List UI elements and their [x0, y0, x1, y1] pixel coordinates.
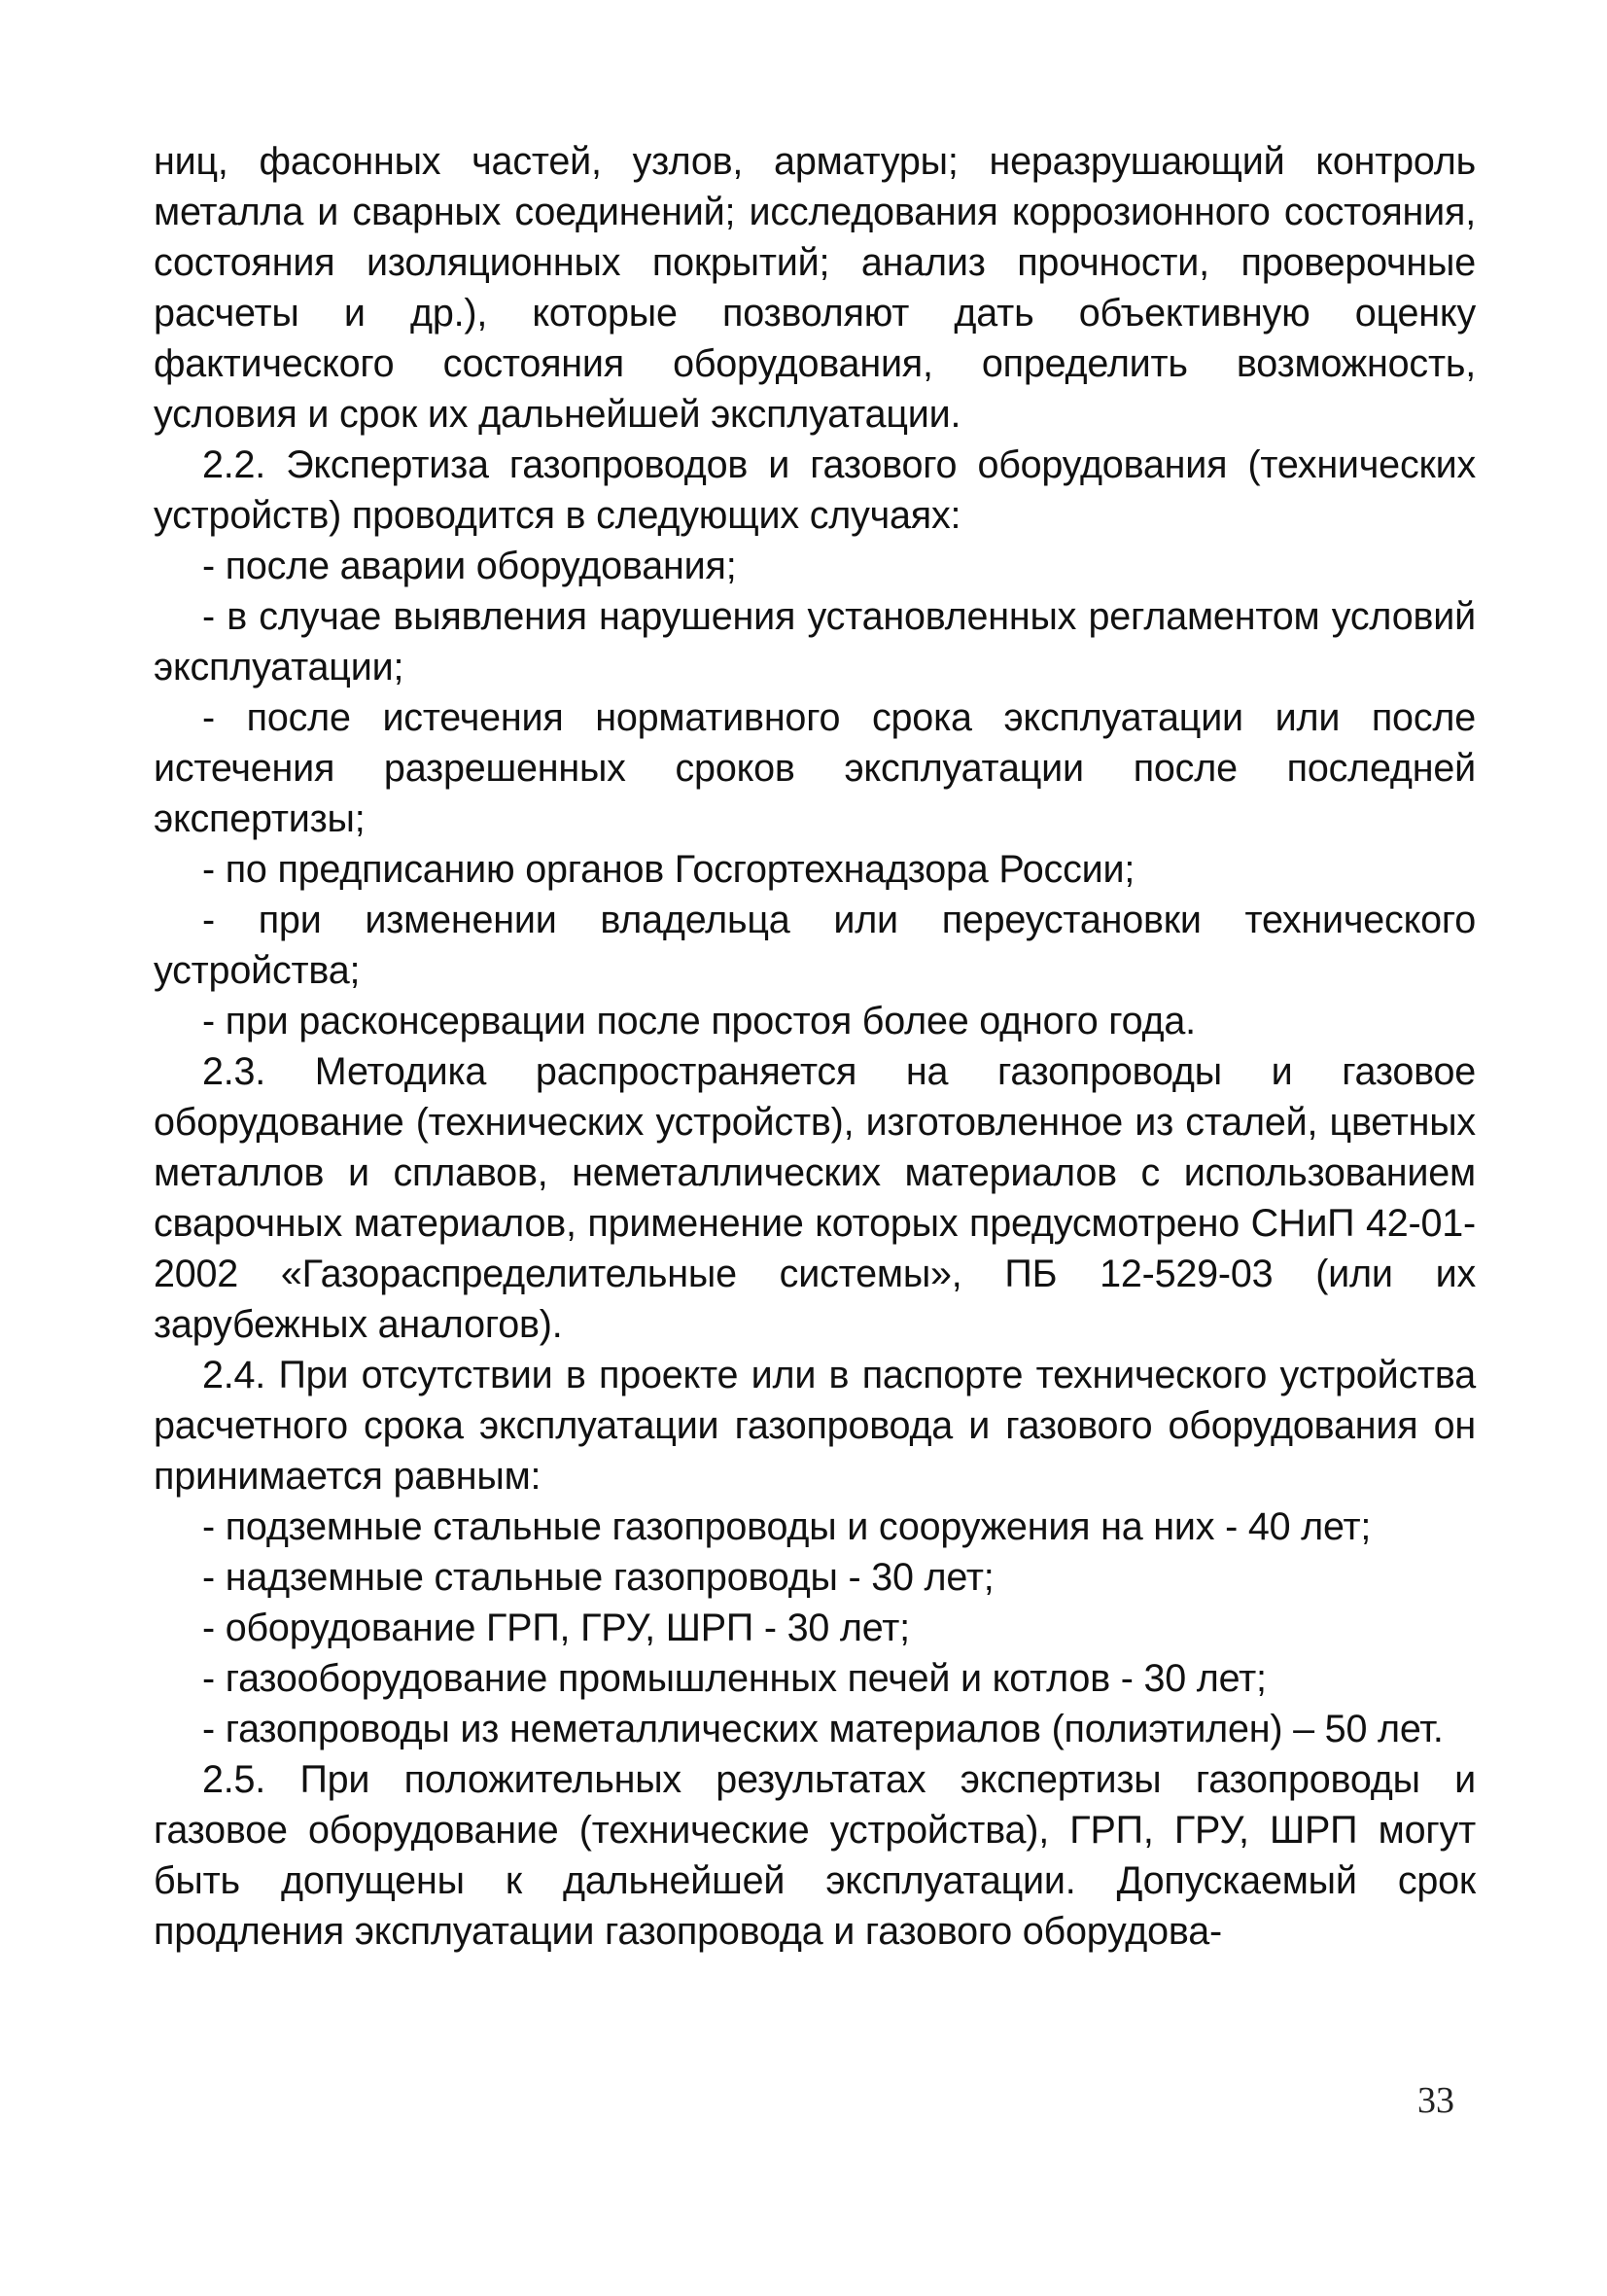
list-item: - газопроводы из неметаллических материалов (полиэтилен) – 50 лет.: [202, 1708, 1444, 1750]
list-item: - после истечения нормативного срока эксплуатации или после истечения разрешенных сроков эксплуатации после последней экспертизы;: [154, 696, 1476, 840]
list-item: - подземные стальные газопроводы и сооружения на них - 40 лет;: [202, 1505, 1372, 1548]
list-item: - после аварии оборудования;: [202, 545, 737, 587]
list-item: - надземные стальные газопроводы - 30 лет;: [202, 1556, 995, 1599]
paragraph-2-3: 2.3. Методика распространяется на газопроводы и газовое оборудование (технических устройств), изготовленное из сталей, цветных металлов и сплавов, неметаллических материалов с использованием сварочных материалов, применение которых предусмотрено СНиП 42-01-2002 «Газораспределительные системы», ПБ 12-529-03 (или их зарубежных аналогов).: [154, 1050, 1476, 1346]
paragraph-2-4: 2.4. При отсутствии в проекте или в паспорте технического устройства расчетного срока эксплуатации газопровода и газового оборудования он принимается равным:: [154, 1354, 1476, 1498]
list-item: - по предписанию органов Госгортехнадзора России;: [202, 848, 1135, 891]
paragraph-2-2: 2.2. Экспертиза газопроводов и газового оборудования (технических устройств) проводится в следующих случаях:: [154, 443, 1476, 537]
list-item: - при изменении владельца или переустановки технического устройства;: [154, 899, 1476, 992]
list-item: - газооборудование промышленных печей и котлов - 30 лет;: [202, 1657, 1267, 1700]
paragraph-2-5: 2.5. При положительных результатах экспертизы газопроводы и газовое оборудование (технические устройства), ГРП, ГРУ, ШРП могут быть допущены к дальнейшей эксплуатации. Допускаемый срок продления эксплуатации газопровода и газового оборудова-: [154, 1758, 1476, 1953]
paragraph-continuation: ниц, фасонных частей, узлов, арматуры; неразрушающий контроль металла и сварных соединений; исследования коррозионного состояния, состояния изоляционных покрытий; анализ прочности, проверочные расчеты и др.), которые позволяют дать объективную оценку фактического состояния оборудования, определить возможность, условия и срок их дальнейшей эксплуатации.: [154, 140, 1476, 436]
page-number: 33: [1417, 2080, 1454, 2121]
list-item: - при расконсервации после простоя более одного года.: [202, 1000, 1196, 1042]
document-body: [154, 136, 1476, 1957]
list-item: - в случае выявления нарушения установленных регламентом условий эксплуатации;: [154, 595, 1476, 689]
list-item: - оборудование ГРП, ГРУ, ШРП - 30 лет;: [202, 1607, 910, 1649]
